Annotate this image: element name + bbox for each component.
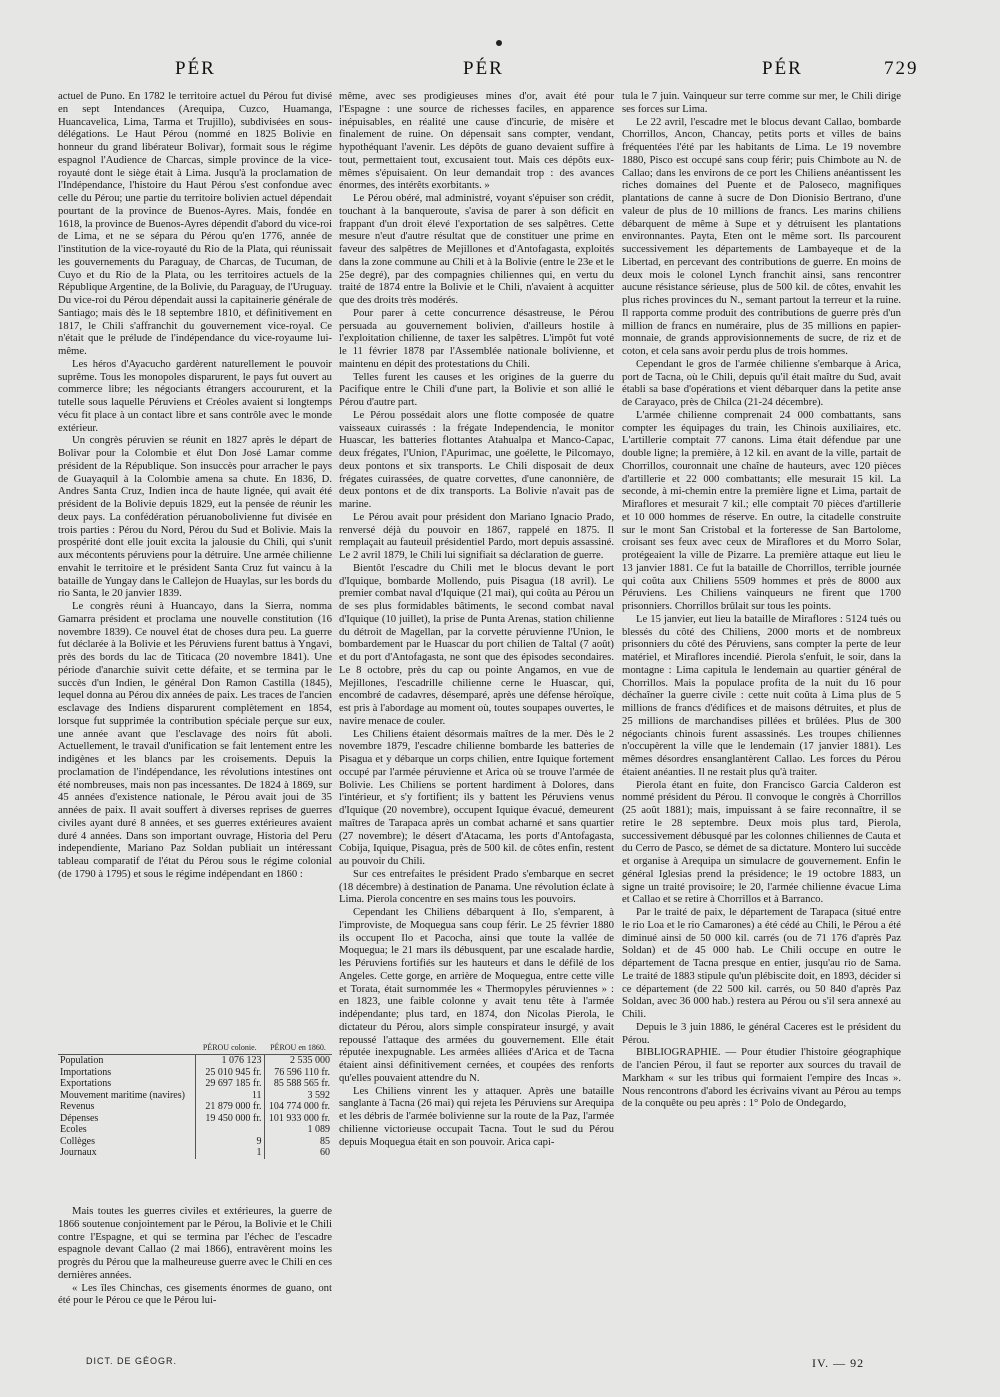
row-label: Écoles bbox=[60, 1124, 87, 1135]
paragraph: Mais toutes les guerres civiles et extérieures, la guerre de 1866 soutenue conjointement par le Pérou, la Bolivie et le Chili contre l'Espagne, et qui se termina par l'échec de l'escadre espagnole devant Callao (2 mai 1866), entravèrent moins les progrès du Pérou que la malheureuse guerre avec le Chili en ces dernières années. bbox=[58, 1205, 332, 1281]
paragraph: Les héros d'Ayacucho gardèrent naturellement le pouvoir suprême. Tous les monopoles disparurent, le pays fut ouvert au commerce libre; les négociants étrangers accoururent, et la tutelle sous laquelle Péruviens et Créoles avaient si longtemps vécu fit place à un contact libre et sans contrôle avec le monde extérieur. bbox=[58, 357, 332, 434]
paragraph: Le Pérou avait pour président don Mariano Ignacio Prado, renversé déjà du pouvoir en 1867, rappelé en 1875. Il remplaçait au fauteuil présidentiel Pardo, mort depuis assassiné. Le 2 avril 1879, le Chili lui signifiait sa déclaration de guerre. bbox=[339, 510, 614, 561]
value-1860: 3 592 bbox=[264, 1090, 332, 1102]
running-head-left: PÉR bbox=[175, 58, 216, 79]
paragraph: tula le 7 juin. Vainqueur sur terre comme sur mer, le Chili dirige ses forces sur Lima. bbox=[622, 90, 901, 115]
value-colonie: 25 010 945 fr. bbox=[196, 1067, 265, 1079]
paragraph: Bientôt l'escadre du Chili met le blocus devant le port d'Iquique, bombarde Mollendo, puis Pisagua (18 avril). Le premier combat naval d'Iquique (21 mai), qui coûta au Pérou un de ses plus formidables bâtiments, le second combat naval d'Iquique (10 juillet), la prise de Punta Arenas, station chilienne du détroit de Magellan, par la corvette péruvienne l'Union, le bombardement par le Huascar du port chilien de Taltal (7 août) et du port d'Antofagasta, ne sont que des épisodes secondaires. Le 8 octobre, près du cap ou pointe Angamos, en vue de Mejillones, l'escadrille chilienne cerne le Huascar, qui, encombré de cadavres, désemparé, après une défense héroïque, est pris à l'abordage au moment où, toutes soupapes ouvertes, le navire menace de couler. bbox=[339, 561, 614, 727]
paragraph: Le 15 janvier, eut lieu la bataille de Miraflores : 5124 tués ou blessés du côté des Chiliens, 2000 morts et de nombreux prisonniers du côté des Péruviens, sans compter la perte de leur matériel, et Miraflores incendié. Pierola s'enfuit, le soir, dans la montagne : Lima capitula le lendemain au quartier général de Chorrillos. Mais la populace profita de la nuit du 16 pour déchaîner la guerre civile : cette nuit coûta à Lima plus de 5 millions de francs d'édifices et de maisons détruites, et plus de 25 millions de marchandises pillées et brûlées. Plus de 300 négociants chinois furent assassinés. Les troupes chiliennes n'occupèrent la ville que le lendemain (17 janvier 1881). Les mêmes désordres ensanglantèrent Callao. Les forces du Pérou étaient anéanties. Il ne restait plus qu'à traiter. bbox=[622, 612, 901, 778]
value-1860: 85 bbox=[264, 1136, 332, 1148]
paragraph: Le Pérou possédait alors une flotte composée de quatre vaisseaux cuirassés : la frégate Independencia, le monitor Huascar, les batteries flottantes Atahualpa et Manco-Capac, deux frégates, l'Union, l'Apurimac, une goélette, le Pilcomayo, deux pontons et six transports. Le Chili disposait de deux frégates cuirassées, de quatre corvettes, d'une canonnière, de deux pontons et de dix transports. La Bolivie n'avait pas de marine. bbox=[339, 408, 614, 510]
paragraph: même, avec ses prodigieuses mines d'or, avait été pour l'Espagne : une source de richesses faciles, en apparence inépuisables, en réalité une cause d'incurie, de misère et finalement de ruine. On dépensait sans compter, vendant, hypothéquant l'avenir. Les dépôts de guano devaient suffire à tout, permettaient tout, excusaient tout. Mais ces dépôts eux-mêmes s'épuisaient. On leur demandait trop : des avances énormes, des intérêts exorbitants. » bbox=[339, 90, 614, 192]
paragraph: Par le traité de paix, le département de Tarapaca (situé entre le rio Loa et le rio Camarones) a été cédé au Chili, le Pérou a été diminué ainsi de 50 000 kil. carrés (ou de 71 176 d'après Paz Soldan) et de 45 000 hab. Le Chili occupe en outre le département de Tacna presque en entier, jusqu'au rio de Sama. Le traité de 1883 stipule qu'un plébiscite doit, en 1893, décider si ce département (de 22 500 kil. carrés, ou 50 840 d'après Paz Soldan, avec 36 000 hab.) restera au Pérou ou s'il sera annexé au Chili. bbox=[622, 906, 901, 1020]
table-row bbox=[58, 1113, 332, 1125]
row-label: Revenus bbox=[60, 1101, 95, 1112]
col-header-colonie: PÉROU colonie. bbox=[196, 1042, 265, 1055]
paragraph: Cependant les Chiliens débarquent à Ilo, s'emparent, à l'improviste, de Moquegua sans coup férir. Le 25 février 1880 ils occupent Ilo et Pacocha, ainsi que toute la vallée de Moquegua; le 21 mars ils débusquent, par une escalade hardie, les Péruviens fortifiés sur les hauteurs et dans le défilé de los Angeles. Cette gorge, en arrière de Moquegua, entre cette ville et Torata, était surnommée les « Thermopyles péruviennes » : en 1823, une faible colonne y avait tenu tête à l'armée indépendante; plus tard, en 1874, don Nicolas Pierola, le dictateur du Pérou, alors simple conspirateur insurgé, y avait repoussé l'attaque des armées du gouvernement. Elle était réputée inexpugnable. Les armées alliées d'Arica et de Tacna étaient ainsi définitivement cernées, et coupées des renforts qu'elles pouvaient attendre du N. bbox=[339, 906, 614, 1084]
ink-mark bbox=[496, 40, 502, 46]
paragraph: Les Chiliens vinrent les y attaquer. Après une bataille sanglante à Tacna (26 mai) qui rejeta les Péruviens sur Arequipa et les débris de l'armée bolivienne sur la route de la Paz, l'armée chilienne victorieuse occupait Tacna. Tout le sud du Pérou depuis Moquegua était en son pouvoir. Arica capi- bbox=[339, 1084, 614, 1148]
running-head-right: PÉR bbox=[762, 58, 803, 79]
paragraph: BIBLIOGRAPHIE. — Pour étudier l'histoire géographique de l'ancien Pérou, il faut se reporter aux sources du travail de Markham « sur les tribus qui formaient l'empire des Incas ». Nous rencontrons d'abord les écrivains vivant au Pérou au temps de la conquête ou peu après : 1° Polo de Ondegardo, bbox=[622, 1046, 901, 1110]
row-label: Population bbox=[60, 1055, 104, 1066]
table-row bbox=[58, 1090, 332, 1102]
table-row bbox=[58, 1147, 332, 1159]
footer-left: DICT. DE GÉOGR. bbox=[86, 1356, 178, 1366]
value-1860: 101 933 000 fr. bbox=[264, 1113, 332, 1125]
paragraph: Pour parer à cette concurrence désastreuse, le Pérou persuada au gouvernement bolivien, d'ailleurs hostile à l'exploitation chilienne, de taxer les salpêtres. L'impôt fut voté le 11 février 1878 par l'Assemblée nationale bolivienne, et maintenu en dépit des protestations du Chili. bbox=[339, 306, 614, 370]
value-colonie: 1 076 123 bbox=[196, 1055, 265, 1067]
footer-signature: IV. — 92 bbox=[812, 1356, 865, 1370]
paragraph: Cependant le gros de l'armée chilienne s'embarque à Arica, port de Tacna, où le Chili, depuis qu'il était maître du Sud, avait établi sa base d'opérations et vient débarquer dans la petite anse de Carayaco, près de Chilca (21-24 décembre). bbox=[622, 357, 901, 408]
paragraph: actuel de Puno. En 1782 le territoire actuel du Pérou fut divisé en sept Intendances (Arequipa, Cuzco, Huamanga, Huancavelica, Lima, Tarma et Trujillo), subdivisées en sous-délégations. Le Haut Pérou (nommé en 1825 Bolivie en honneur du grand libérateur Bolivar), formait sous le régime espagnol l'Audience de Charcas, simple province de la vice-royauté dont le siège était à Lima. Jusqu'à la proclamation de l'Indépendance, l'histoire du Haut Pérou s'est confondue avec celle du Pérou; une partie du territoire bolivien actuel dépendait pourtant de la province de Buenos-Ayres. Mais, fondée en 1618, la province de Buenos-Ayres dépendit d'abord du vice-roi de Lima, et ne se sépara du Pérou qu'en 1776, année de l'institution de la vice-royauté du Rio de la Plata, qui réunissait les gouvernements du Paraguay, de Charcas, de Tucuman, de Cuyo et du Rio de la Plata, ou les territoires actuels de la République Argentine, de la Bolivie, du Paraguay, de l'Uruguay. Du vice-roi du Pérou dépendait aussi la capitainerie générale de Santiago; mais dès le 18 septembre 1810, et définitivement en 1817, le Chili s'affranchit du gouvernement vice-royal. Ce n'était que le prélude de l'indépendance du vice-royaume lui-même. bbox=[58, 90, 332, 357]
paragraph: Le congrès réuni à Huancayo, dans la Sierra, nomma Gamarra président et proclama une nouvelle constitution (16 novembre 1839). Ce nouvel état de choses dura peu. La guerre fut déclarée à la Bolivie et les Péruviens furent battus à Yngavi, près des bords du lac de Titicaca (20 novembre 1841). Une période d'anarchie suivit cette défaite, et se termina par le succès d'un Indien, le général Don Ramon Castilla (1845), lequel donna au Pérou dix années de paix. Les traces de l'ancien esclavage des Indiens disparurent complètement en 1854, lorsque fut supprimée la contribution spéciale perçue sur eux, une année avant que l'esclavage des noirs fût aboli. Actuellement, le travail d'unification se fait lentement entre les indigènes et les blancs par les croisements. Depuis la proclamation de l'indépendance, les révolutions intestines ont été nombreuses, mais non pas incessantes. De 1824 à 1869, sur 45 années d'existence nationale, le Pérou avait joui de 35 années de paix. Il avait souffert à diverses reprises de guerres civiles ayant duré 8 années, et ses guerres extérieures avaient duré 4 années. Dans son important ouvrage, Historia del Peru independiente, Mariano Paz Soldan publiait un intéressant tableau comparatif de l'état du Pérou sous le régime colonial (de 1790 à 1795) et sous le régime indépendant en 1860 : bbox=[58, 600, 332, 880]
value-1860: 85 588 565 fr. bbox=[264, 1078, 332, 1090]
row-label: Dépenses bbox=[60, 1112, 99, 1124]
row-label: Exportations bbox=[60, 1078, 112, 1089]
table-row bbox=[58, 1124, 332, 1136]
value-colonie: 19 450 000 fr. bbox=[196, 1113, 265, 1125]
value-1860: 1 089 bbox=[264, 1124, 332, 1136]
col-header-1860: PÉROU en 1860. bbox=[264, 1042, 332, 1055]
paragraph: Pierola étant en fuite, don Francisco Garcia Calderon est nommé président du Pérou. Il convoque le congrès à Chorrillos (25 août 1881); mais, impuissant à se faire reconnaître, il se retire le 28 septembre. Deux mois plus tard, Pierola, successivement débusqué par les colonnes chiliennes de Cauta et du Cerro de Pasco, se démet de sa dictature. Montero lui succède et organise à Arequipa un simulacre de gouvernement. Enfin le général Iglesias prend la présidence; le 19 octobre 1883, un signe un traité provisoire; le 20, l'armée chilienne évacue Lima et Callao et se retire à Chorrillos et à Barranco. bbox=[622, 778, 901, 906]
paragraph: L'armée chilienne comprenait 24 000 combattants, sans compter les équipages du train, les Chinois auxiliaires, etc. L'artillerie comptait 77 canons. Lima était défendue par une double ligne; la première, à 12 kil. en avant de la ville, partait de Chorrillos, couronnait une chaîne de hauteurs, avec 120 pièces d'artillerie et 22 000 combattants; elle mesurait 15 kil. La seconde, à mi-chemin entre la première ligne et Lima, partait de Miraflores et mesurait 7 kil.; elle comptait 70 pièces d'artillerie et 10 000 hommes de réserve. En outre, la citadelle construite sur le mont San Cristobal et la forteresse de San Bartolome, croisant ses feux avec ceux de Miraflores et du Morro Solar, protégeaient la ville de Pizarre. La première attaque eut lieu le 13 janvier 1881. Ce fut la bataille de Chorrillos, terrible journée qui coûta aux Chiliens 5509 hommes et près de 8000 aux Péruviens. Les Chiliens vainqueurs ne firent que 1700 prisonniers. Chorrillos brûlait sur tous les points. bbox=[622, 408, 901, 612]
value-colonie: 1 bbox=[196, 1147, 265, 1159]
table-row bbox=[58, 1067, 332, 1079]
value-colonie: 9 bbox=[196, 1136, 265, 1148]
running-head-center: PÉR bbox=[463, 58, 504, 79]
row-label: Importations bbox=[60, 1066, 112, 1078]
row-label: Journaux bbox=[60, 1147, 97, 1158]
value-colonie: 29 697 185 fr. bbox=[196, 1078, 265, 1090]
column-3 bbox=[622, 90, 901, 1340]
value-1860: 104 774 000 fr. bbox=[264, 1101, 332, 1113]
paragraph: Depuis le 3 juin 1886, le général Caceres est le président du Pérou. bbox=[622, 1020, 901, 1046]
table-row bbox=[58, 1136, 332, 1148]
value-colonie bbox=[196, 1124, 265, 1136]
paragraph: Telles furent les causes et les origines de la guerre du Pacifique entre le Chili d'une part, la Bolivie et son allié le Pérou d'autre part. bbox=[339, 370, 614, 408]
row-label: Collèges bbox=[60, 1135, 95, 1147]
column-2 bbox=[339, 90, 614, 1340]
value-1860: 76 596 110 fr. bbox=[264, 1067, 332, 1079]
value-1860: 60 bbox=[264, 1147, 332, 1159]
paragraph: « Les îles Chinchas, ces gisements énormes de guano, ont été pour le Pérou ce que le Pérou lui- bbox=[58, 1281, 332, 1307]
statistics-table bbox=[58, 1042, 332, 1159]
row-label: Mouvement maritime (navires) bbox=[60, 1089, 185, 1101]
table-row bbox=[58, 1078, 332, 1090]
table-row bbox=[58, 1101, 332, 1113]
value-colonie: 11 bbox=[196, 1090, 265, 1102]
table-row bbox=[58, 1055, 332, 1067]
value-1860: 2 535 000 bbox=[264, 1055, 332, 1067]
paragraph: Le 22 avril, l'escadre met le blocus devant Callao, bombarde Chorrillos, Ancon, Chancay, petits ports et villes de bains fréquentées l'été par les habitants de Lima. Le 19 novembre 1880, Pisco est occupé sans coup férir; puis Chimbote au N. de Callao; dans les environs de ce port les Chiliens anéantissent les riches domaines del Puente et de Paloseco, magnifiques plantations de canne à sucre de Don Dionisio Bertrano, d'une valeur de plus de 10 millions de francs. Les marins chiliens débarquent de même à Supe et y détruisent les plantations environnantes. Payta, Eten ont le même sort. Ils parcourent successivement les départements de Lambayeque et de la Libertad, en percevant des contributions de guerre. En moins de deux mois le colonel Lynch franchit ainsi, sans rencontrer aucune résistance sérieuse, plus de 500 kil. de côtes, envahit les plus riches provinces du N., semant partout la terreur et la ruine. Il rapporta comme produit des contributions de guerre près d'un million de francs en numéraire, plus de 35 millions en papier-monnaie, de grands approvisionnements de sucre, de riz et de coton, et cela sans avoir perdu plus de trois hommes. bbox=[622, 115, 901, 357]
paragraph: Un congrès péruvien se réunit en 1827 après le départ de Bolivar pour la Colombie et élut Don José Lamar comme président de la République. Son insuccès pour arracher le pays de Guayaquil à la Colombie amena sa chute. En 1836, D. Andres Santa Cruz, Indien inca de haute lignée, qui avait été président de la Bolivie depuis 1829, eut la pensée de réunir les deux pays. La confédération péruanobolivienne fut divisée en trois parties : Pérou du Nord, Pérou du Sud et Bolivie. Mais la prospérité dont elle jouit excita la jalousie du Chili, qui s'unit aux mécontents péruviens pour la détruire. Une armée chilienne envahit le territoire et le président Santa Cruz fut vaincu à la bataille de Yungay dans le Callejon de Huaylas, sur les bords du rio Santa, le 20 janvier 1839. bbox=[58, 434, 332, 600]
paragraph: Sur ces entrefaites le président Prado s'embarque en secret (18 décembre) à destination de Panama. Une révolution éclate à Lima. Pierola concentre en ses mains tous les pouvoirs. bbox=[339, 867, 614, 906]
paragraph: Le Pérou obéré, mal administré, voyant s'épuiser son crédit, touchant à la banqueroute, s'avisa de parer à son déficit en frappant d'un droit élevé l'exportation de ses salpêtres. Cette mesure n'eut d'autre résultat que de constituer une prime en faveur des salpêtres de Mejillones et d'Antofagasta, exploités dans la zone commune au Chili et à la Bolivie (entre le 23e et le 25e degré), par des compagnies chiliennes qui, en vertu du traité de 1874 entre la Bolivie et le Chili, n'avaient à acquitter que des droits très modérés. bbox=[339, 192, 614, 306]
column-1-continued bbox=[58, 1205, 332, 1325]
page-number: 729 bbox=[884, 58, 919, 79]
paragraph: Les Chiliens étaient désormais maîtres de la mer. Dès le 2 novembre 1879, l'escadre chilienne bombarde les batteries de Pisagua et y débarque un corps chilien, entre Iquique fortement occupé par l'armée péruvienne et Arica où se trouve l'armée de Bolivie. Les Chiliens se portent hardiment à Dolores, dans l'intérieur, et s'y fortifient; ils y battent les Péruviens venus d'Iquique (20 novembre), occupent Iquique évacué, demeurent maîtres de Tarapaca après un combat acharné et sans quartier (27 novembre); le désert d'Atacama, les ports d'Antofagasta, Cobija, Iquique, Pisagua, près de 500 kil. de côtes enfin, restent au pouvoir du Chili. bbox=[339, 727, 614, 867]
value-colonie: 21 879 000 fr. bbox=[196, 1101, 265, 1113]
